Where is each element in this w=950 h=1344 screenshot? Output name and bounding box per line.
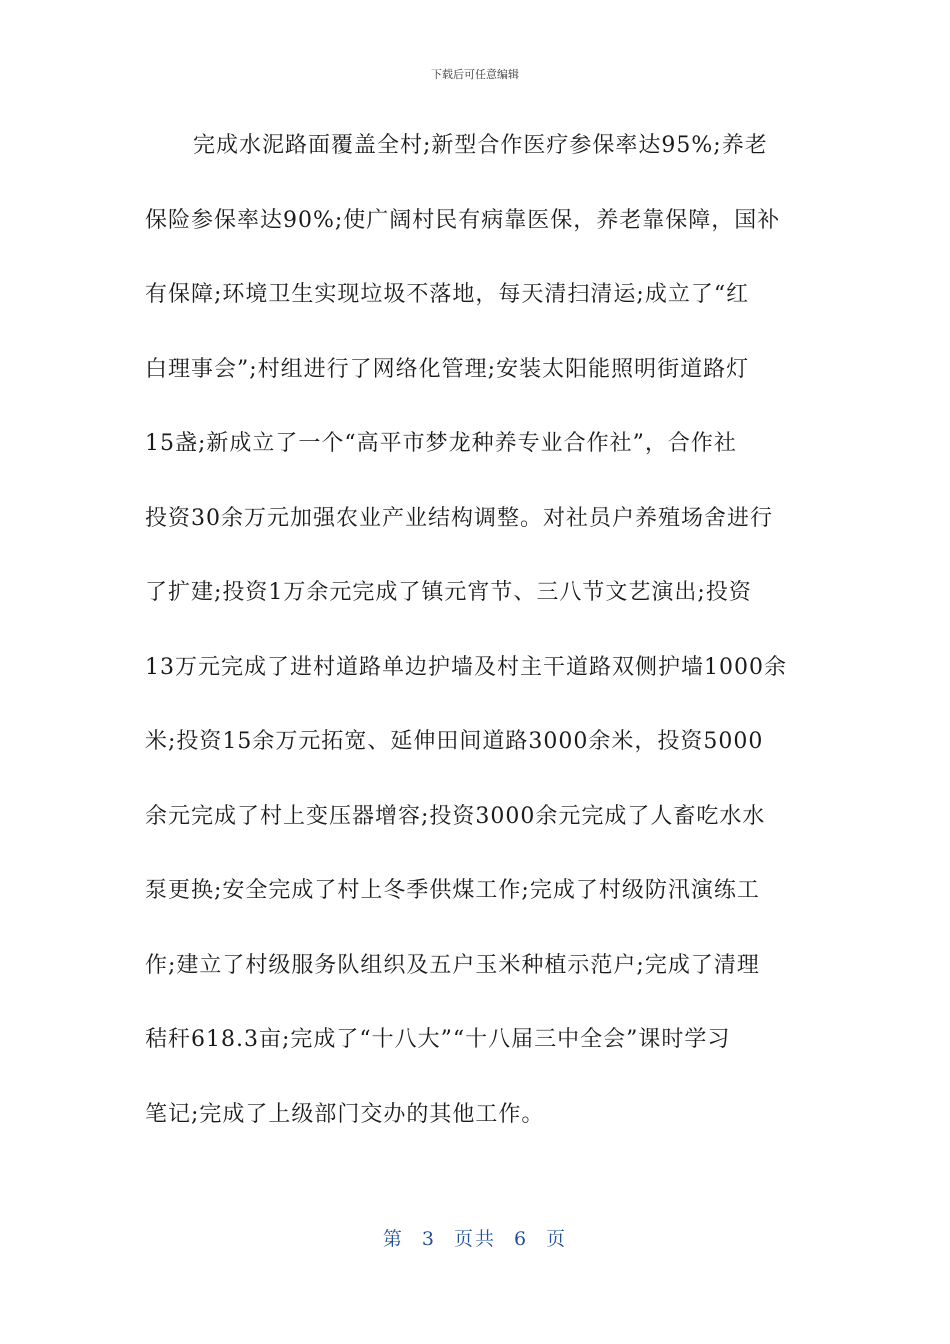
footer-label-di: 第: [382, 1228, 404, 1250]
footer-label-ye: 页: [546, 1228, 568, 1250]
paragraph-line: 米;投资15余万元拓宽、延伸田间道路3000余米，投资5000: [145, 729, 764, 754]
paragraph-line: 13万元完成了进村道路单边护墙及村主干道路双侧护墙1000余: [145, 654, 787, 680]
paragraph-line: 白理事会”;村组进行了网络化管理;安装太阳能照明街道路灯: [145, 356, 750, 382]
paragraph-line: 投资30余万元加强农业产业结构调整。对社员户养殖场舍进行: [145, 505, 773, 531]
paragraph-line: 笔记;完成了上级部门交办的其他工作。: [145, 1101, 545, 1127]
paragraph-line: 了扩建;投资1万余元完成了镇元宵节、三八节文艺演出;投资: [145, 580, 752, 605]
page-footer: [0, 1224, 950, 1251]
paragraph-line: 作;建立了村级服务队组织及五户玉米种植示范户;完成了清理: [145, 952, 760, 978]
paragraph-line: 15盏;新成立了一个“高平市梦龙种养专业合作社”，合作社: [145, 431, 737, 456]
paragraph-line: 余元完成了村上变压器增容;投资3000余元完成了人畜吃水水: [145, 803, 766, 829]
body-paragraph: [145, 124, 810, 1167]
total-page-number: 6: [514, 1228, 529, 1250]
current-page-number: 3: [421, 1228, 436, 1250]
header-note: 下载后可任意编辑: [431, 68, 519, 81]
footer-label-ye-gong: 页共: [453, 1228, 496, 1250]
paragraph-line: 保险参保率达90%;使广阔村民有病靠医保，养老靠保障，国补: [145, 207, 781, 233]
paragraph-line: 完成水泥路面覆盖全村;新型合作医疗参保率达95%;养老: [193, 133, 768, 158]
paragraph-line: 泵更换;安全完成了村上冬季供煤工作;完成了村级防汛演练工: [145, 878, 760, 903]
paragraph-line: 秸秆618.3亩;完成了“十八大”“十八届三中全会”课时学习: [145, 1027, 731, 1052]
paragraph-line: 有保障;环境卫生实现垃圾不落地，每天清扫清运;成立了“红: [145, 282, 750, 307]
